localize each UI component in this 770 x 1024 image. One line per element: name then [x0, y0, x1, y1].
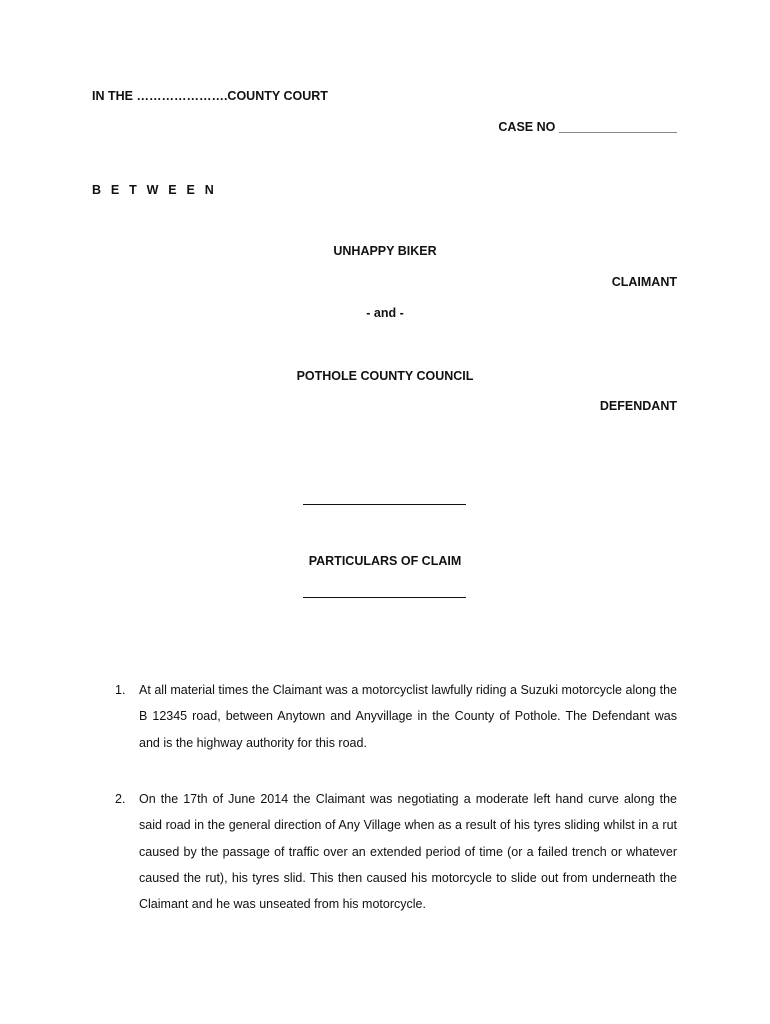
claimant-name: UNHAPPY BIKER [333, 244, 437, 258]
title-rule-top [303, 504, 466, 505]
defendant-role: DEFENDANT [599, 399, 677, 413]
paragraph-text: On the 17th of June 2014 the Claimant was negotiating a moderate left hand curve along the said road in the general direction of Any Village when as a result of his tyres sliding whilst in a rut caused by the passage of traffic over an extended period of time (or a failed trench or whatever caused the rut), his tyres slid. This then caused his motorcycle to slide out from underneath the Claimant and he was unseated from his motorcycle. [139, 792, 677, 912]
document-title: PARTICULARS OF CLAIM [308, 554, 462, 568]
and-separator: - and - [366, 306, 404, 320]
paragraph-number: 1. [115, 683, 126, 697]
case-number: CASE NO _________________ [498, 120, 677, 134]
paragraph-number: 2. [115, 792, 126, 806]
paragraph-text: At all material times the Claimant was a motorcyclist lawfully riding a Suzuki motorcycle along the B 12345 road, between Anytown and Anyvillage in the County of Pothole. The Defendant was and is the highway authority for this road. [139, 683, 677, 750]
between-heading: B E T W E E N [92, 183, 217, 197]
claimant-role: CLAIMANT [611, 275, 677, 289]
title-rule-bottom [303, 597, 466, 598]
court-heading: IN THE ………………….COUNTY COURT [92, 89, 328, 103]
defendant-name: POTHOLE COUNTY COUNCIL [296, 369, 474, 383]
